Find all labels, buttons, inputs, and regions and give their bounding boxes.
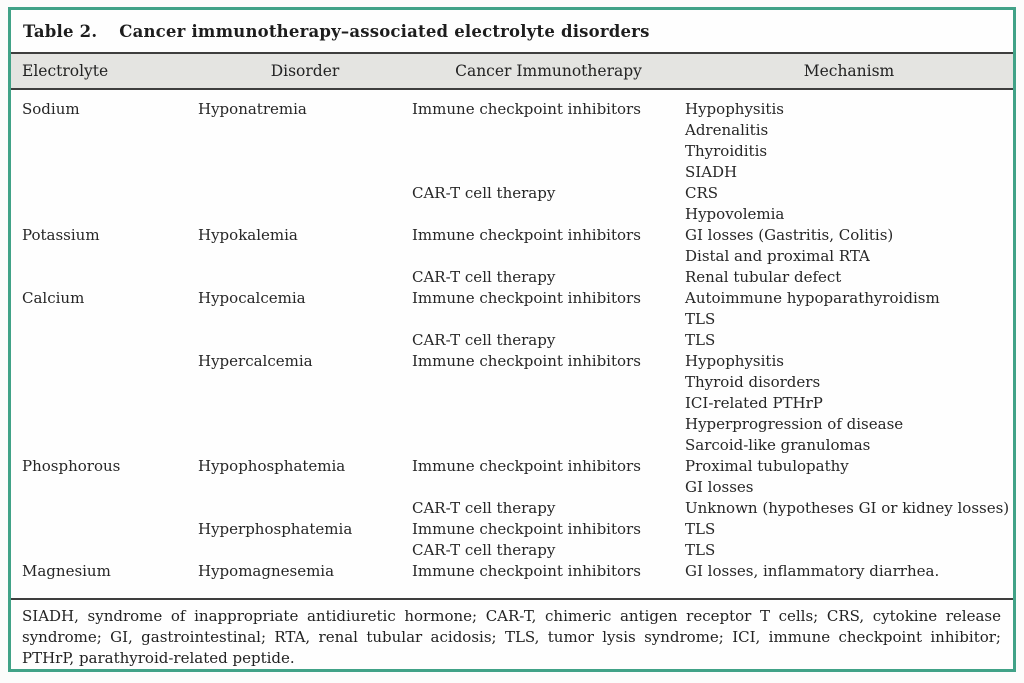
cell-disorder: [198, 477, 412, 498]
cell-mechanism: TLS: [685, 331, 716, 349]
cell-cancer-immunotherapy: [412, 204, 685, 225]
table-footnote: SIADH, syndrome of inappropriate antidiuretic hormone; CAR-T, chimeric antigen receptor T cells; CRS, cytokine release syndrome; GI, gastrointestinal; RTA, renal tubular acidosis; TLS, tumor lysis syndrome; ICI, immune checkpoint inhibitor; PTHrP, parathyroid-related peptide.: [11, 598, 1013, 672]
cell-cancer-immunotherapy: Immune checkpoint inhibitors: [412, 520, 641, 538]
cell-mechanism: Distal and proximal RTA: [685, 247, 870, 265]
cell-mechanism: Renal tubular defect: [685, 268, 842, 286]
cell-electrolyte: [11, 540, 198, 561]
cell-mechanism: Unknown (hypotheses GI or kidney losses): [685, 499, 1010, 517]
cell-cancer-immunotherapy: [412, 372, 685, 393]
cell-cancer-immunotherapy: [412, 309, 685, 330]
cell-electrolyte: [11, 141, 198, 162]
cell-electrolyte: [11, 519, 198, 540]
cell-mechanism: Thyroiditis: [685, 142, 768, 160]
cell-mechanism: TLS: [685, 310, 716, 328]
table-row: [11, 372, 1013, 393]
cell-electrolyte: [11, 435, 198, 456]
cell-electrolyte: [11, 477, 198, 498]
table-row: [11, 183, 1013, 204]
cell-electrolyte: [11, 498, 198, 519]
cell-electrolyte: [11, 246, 198, 267]
table-row: [11, 120, 1013, 141]
cell-mechanism: SIADH: [685, 163, 738, 181]
cell-disorder: [198, 141, 412, 162]
column-header-electrolyte: Electrolyte: [22, 62, 109, 80]
cell-cancer-immunotherapy: CAR-T cell therapy: [412, 268, 556, 286]
cell-disorder: [198, 183, 412, 204]
table-row: [11, 288, 1013, 309]
cell-electrolyte: [11, 414, 198, 435]
cell-electrolyte: [11, 372, 198, 393]
table-row: [11, 162, 1013, 183]
cell-cancer-immunotherapy: CAR-T cell therapy: [412, 184, 556, 202]
cell-mechanism: GI losses: [685, 478, 754, 496]
cell-electrolyte: Magnesium: [22, 562, 111, 580]
cell-disorder: [198, 372, 412, 393]
table-row: [11, 246, 1013, 267]
cell-cancer-immunotherapy: Immune checkpoint inhibitors: [412, 226, 641, 244]
cell-disorder: Hyponatremia: [198, 100, 307, 118]
cell-cancer-immunotherapy: Immune checkpoint inhibitors: [412, 457, 641, 475]
cell-cancer-immunotherapy: CAR-T cell therapy: [412, 541, 556, 559]
cell-mechanism: CRS: [685, 184, 719, 202]
cell-electrolyte: Sodium: [22, 100, 80, 118]
table-title: Cancer immunotherapy–associated electrolyte disorders: [119, 21, 650, 41]
table-body: [11, 90, 1013, 598]
table-row: [11, 540, 1013, 561]
cell-disorder: [198, 267, 412, 288]
cell-electrolyte: [11, 204, 198, 225]
cell-disorder: Hypophosphatemia: [198, 457, 346, 475]
table-card: [8, 7, 1016, 672]
cell-disorder: [198, 414, 412, 435]
table-row: [11, 267, 1013, 288]
cell-electrolyte: [11, 183, 198, 204]
table-row: [11, 498, 1013, 519]
cell-mechanism: Adrenalitis: [685, 121, 769, 139]
cell-cancer-immunotherapy: CAR-T cell therapy: [412, 331, 556, 349]
table-row: [11, 330, 1013, 351]
cell-mechanism: Autoimmune hypoparathyroidism: [685, 289, 940, 307]
cell-mechanism: ICI-related PTHrP: [685, 394, 823, 412]
cell-electrolyte: Phosphorous: [22, 457, 121, 475]
cell-electrolyte: [11, 120, 198, 141]
cell-disorder: [198, 330, 412, 351]
column-header-cancer-immunotherapy: Cancer Immunotherapy: [455, 62, 642, 80]
cell-disorder: [198, 204, 412, 225]
table-row: [11, 519, 1013, 540]
table-title-row: [11, 10, 1013, 52]
cell-mechanism: Hypophysitis: [685, 100, 784, 118]
column-header-disorder: Disorder: [270, 62, 340, 80]
cell-disorder: Hyperphosphatemia: [198, 520, 353, 538]
cell-disorder: Hypomagnesemia: [198, 562, 335, 580]
cell-mechanism: TLS: [685, 541, 716, 559]
cell-cancer-immunotherapy: Immune checkpoint inhibitors: [412, 352, 641, 370]
cell-cancer-immunotherapy: [412, 120, 685, 141]
cell-cancer-immunotherapy: [412, 246, 685, 267]
cell-electrolyte: [11, 162, 198, 183]
table-row: [11, 141, 1013, 162]
cell-cancer-immunotherapy: Immune checkpoint inhibitors: [412, 562, 641, 580]
table-row: [11, 99, 1013, 120]
cell-mechanism: Thyroid disorders: [685, 373, 821, 391]
cell-cancer-immunotherapy: [412, 435, 685, 456]
table-row: [11, 456, 1013, 477]
cell-electrolyte: [11, 267, 198, 288]
cell-mechanism: GI losses, inflammatory diarrhea.: [685, 562, 940, 580]
cell-disorder: [198, 540, 412, 561]
cell-mechanism: GI losses (Gastritis, Colitis): [685, 226, 894, 244]
cell-disorder: Hypercalcemia: [198, 352, 313, 370]
cell-cancer-immunotherapy: Immune checkpoint inhibitors: [412, 289, 641, 307]
cell-electrolyte: Calcium: [22, 289, 85, 307]
table-row: [11, 351, 1013, 372]
cell-disorder: [198, 162, 412, 183]
cell-cancer-immunotherapy: Immune checkpoint inhibitors: [412, 100, 641, 118]
cell-cancer-immunotherapy: CAR-T cell therapy: [412, 499, 556, 517]
table-row: [11, 309, 1013, 330]
table-row: [11, 204, 1013, 225]
cell-mechanism: Proximal tubulopathy: [685, 457, 849, 475]
cell-mechanism: Sarcoid-like granulomas: [685, 436, 871, 454]
column-header-mechanism: Mechanism: [803, 62, 895, 80]
cell-electrolyte: [11, 330, 198, 351]
cell-electrolyte: Potassium: [22, 226, 100, 244]
cell-mechanism: Hypovolemia: [685, 205, 785, 223]
cell-cancer-immunotherapy: [412, 141, 685, 162]
table-row: [11, 435, 1013, 456]
table-header: [11, 52, 1013, 90]
table-number-label: Table 2.: [23, 21, 98, 41]
cell-disorder: [198, 120, 412, 141]
table-row: [11, 477, 1013, 498]
cell-mechanism: Hypophysitis: [685, 352, 784, 370]
cell-cancer-immunotherapy: [412, 393, 685, 414]
table-row: [11, 225, 1013, 246]
cell-mechanism: Hyperprogression of disease: [685, 415, 904, 433]
table-row: [11, 414, 1013, 435]
cell-disorder: [198, 246, 412, 267]
cell-cancer-immunotherapy: [412, 162, 685, 183]
cell-mechanism: TLS: [685, 520, 716, 538]
cell-disorder: [198, 309, 412, 330]
cell-disorder: [198, 435, 412, 456]
cell-electrolyte: [11, 351, 198, 372]
cell-electrolyte: [11, 309, 198, 330]
cell-cancer-immunotherapy: [412, 414, 685, 435]
table-row: [11, 561, 1013, 582]
cell-disorder: [198, 498, 412, 519]
table-row: [11, 393, 1013, 414]
cell-disorder: [198, 393, 412, 414]
cell-disorder: Hypokalemia: [198, 226, 298, 244]
cell-cancer-immunotherapy: [412, 477, 685, 498]
cell-electrolyte: [11, 393, 198, 414]
cell-disorder: Hypocalcemia: [198, 289, 306, 307]
